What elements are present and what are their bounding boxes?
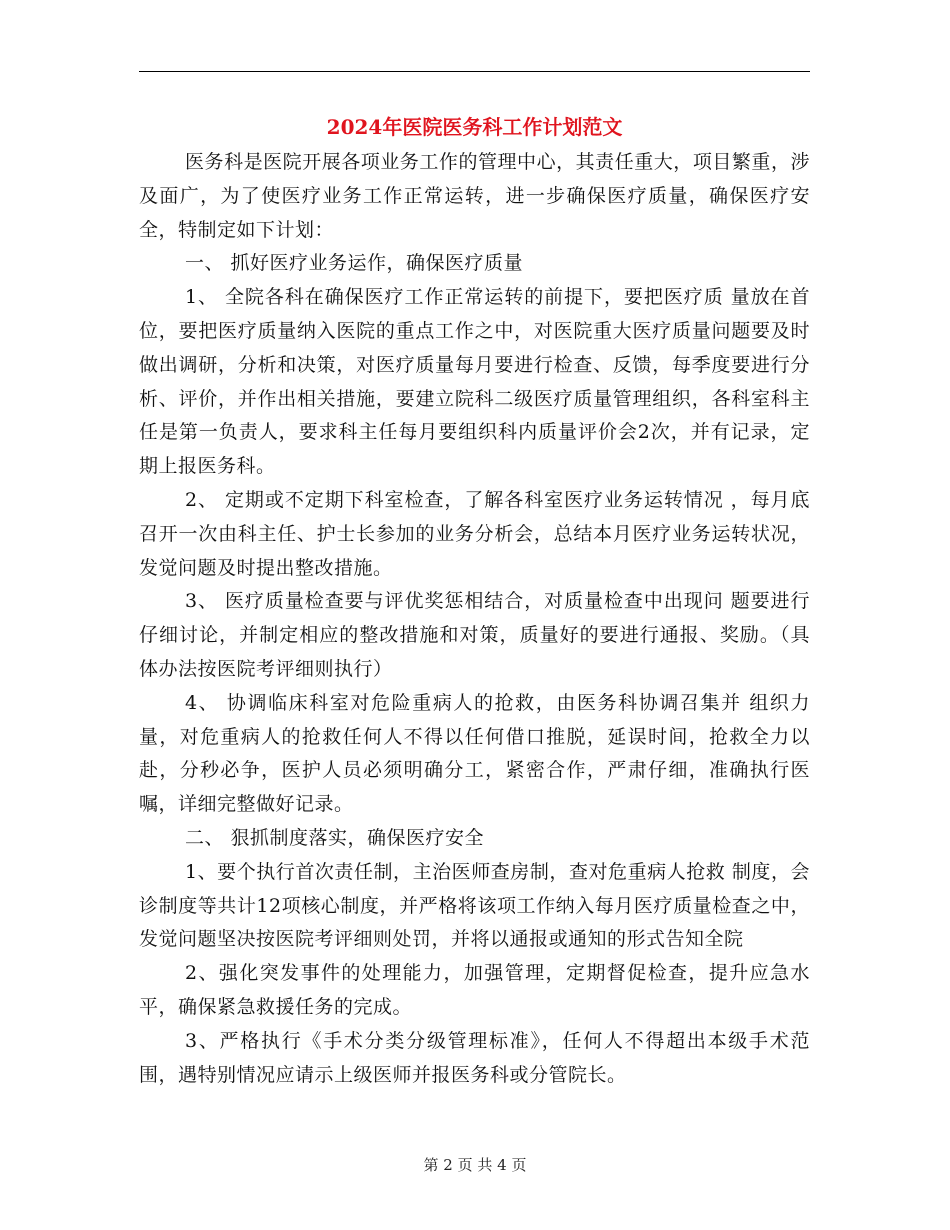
document-title: 2024年医院医务科工作计划范文 xyxy=(326,115,623,139)
paragraph-item: 3、 医疗质量检查要与评优奖惩相结合，对质量检查中出现问 题要进行仔细讨论，并制定相应的整改措施和对策，质量好的要进行通报、奖励。（具体办法按医院考评细则执行） xyxy=(139,590,810,680)
paragraph-item: 2、 定期或不定期下科室检查，了解各科室医疗业务运转情况 ，每月底召开一次由科主任、护士长参加的业务分析会，总结本月医疗业务运转状况，发觉问题及时提出整改措施。 xyxy=(139,488,810,579)
header-rule xyxy=(139,71,810,72)
paragraph-item: 1、 全院各科在确保医疗工作正常运转的前提下，要把医疗质 量放在首位，要把医疗质量纳入医院的重点工作之中，对医院重大医疗质量问题要及时做出调研，分析和决策，对医疗质量每月要进行检查、反馈，每季度要进行分析、评价，并作出相关措施，要建立院科二级医疗质量管理组织，各科室科主任是第一负责人，要求科主任每月要组织科内质量评价会2次，并有记录，定期上报医务科。 xyxy=(139,286,810,478)
page-number-footer: 第 2 页 共 4 页 xyxy=(423,1156,527,1174)
section-heading-2: 二、 狠抓制度落实，确保医疗安全 xyxy=(185,826,485,849)
paragraph-item: 1、要个执行首次责任制，主治医师查房制，查对危重病人抢救 制度，会诊制度等共计12项核心制度，并严格将该项工作纳入每月医疗质量检查之中，发觉问题坚决按医院考评细则处罚，并将以通报或通知的形式告知全院 xyxy=(139,860,810,951)
document-body xyxy=(139,146,810,1092)
paragraph-item: 3、严格执行《手术分类分级管理标准》，任何人不得超出本级手术范围，遇特别情况应请示上级医师并报医务科或分管院长。 xyxy=(139,1029,810,1086)
paragraph-item: 4、 协调临床科室对危险重病人的抢救，由医务科协调召集并 组织力量，对危重病人的抢救任何人不得以任何借口推脱，延误时间，抢救全力以赴，分秒必争，医护人员必须明确分工，紧密合作，严肃仔细，准确执行医嘱，详细完整做好记录。 xyxy=(139,691,810,816)
paragraph-item: 2、强化突发事件的处理能力，加强管理，定期督促检查，提升应急水平，确保紧急救援任务的完成。 xyxy=(139,962,810,1018)
paragraph-intro: 医务科是医院开展各项业务工作的管理中心，其责任重大，项目繁重，涉及面广，为了使医疗业务工作正常运转，进一步确保医疗质量，确保医疗安全，特制定如下计划： xyxy=(139,151,810,241)
section-heading-1: 一、 抓好医疗业务运作，确保医疗质量 xyxy=(185,252,524,275)
